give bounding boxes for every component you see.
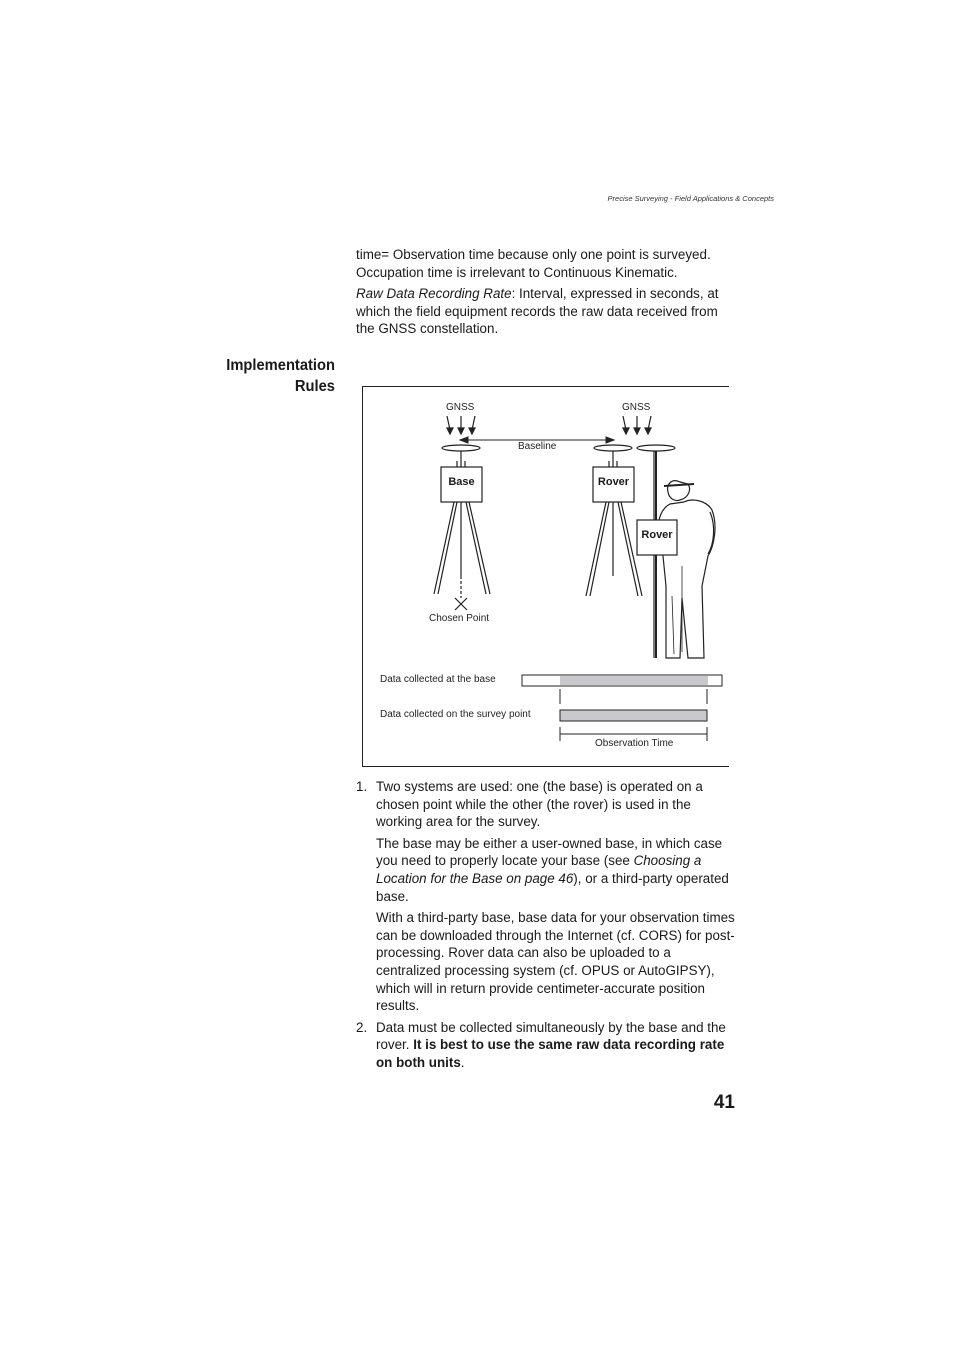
chosen-point-label: Chosen Point: [429, 613, 490, 624]
section-heading-line2: Rules: [294, 378, 335, 395]
intro-paragraph-recording-rate: [356, 285, 736, 338]
data-survey-label: Data collected on the survey point: [380, 709, 531, 720]
step-2-paragraph-1: [376, 1019, 736, 1072]
step-number: 1.: [356, 779, 368, 794]
data-bars: [522, 675, 722, 741]
step-2-p1-start: Data must be collected simultaneously by the base and the rover.: [376, 1019, 726, 1053]
step-1-paragraph-1: Two systems are used: one (the base) is operated on a chosen point while the other (the rover) is used in the working area for the survey.: [376, 779, 703, 830]
rover-tripod-box-label: Rover: [597, 476, 630, 488]
survey-setup-figure: [362, 386, 729, 767]
rover-pole-and-surveyor-drawing: [637, 445, 715, 658]
step-1-p2-start: The base may be either a user-owned base, in which case you need to properly locate your base (see: [376, 835, 723, 869]
rover-pole-box-label: Rover: [641, 529, 673, 541]
gnss-signal-arrows-right: [623, 416, 651, 434]
gnss-signal-arrows-left: [447, 416, 475, 434]
base-box-label: Base: [448, 476, 475, 488]
base-receiver-drawing: [434, 445, 490, 610]
implementation-steps: [356, 778, 736, 1076]
step-2-emphasis: It is best to use the same raw data recording rate on both units: [376, 1037, 725, 1070]
step-item-1: [356, 778, 736, 1015]
section-heading: [211, 355, 335, 397]
base-data-overlap-fill: [560, 676, 708, 685]
data-base-label: Data collected at the base: [380, 674, 496, 685]
gnss-label-left: GNSS: [446, 402, 475, 413]
gnss-label-right: GNSS: [622, 402, 651, 413]
baseline-label: Baseline: [518, 441, 557, 452]
term-raw-data-recording-rate: Raw Data Recording Rate: [356, 286, 512, 302]
recording-rate-definition: : Interval, expressed in seconds, at which the field equipment records the raw data received from the GNSS constellation.: [356, 286, 719, 337]
step-1-p2-end: ), or a third-party operated base.: [376, 870, 729, 904]
step-1-paragraph-3: With a third-party base, base data for your observation times can be downloaded through the Internet (cf. CORS) for post-processing. Rover data can also be uploaded to a centralized processing system (cf. OPUS or AutoGIPSY), which will in return provide centimeter-accurate position results.: [376, 910, 735, 1014]
step-number: 2.: [356, 1019, 368, 1035]
page-number: 41: [713, 1092, 735, 1113]
cross-reference-choosing-location: Choosing a Location for the Base on page 46: [376, 853, 702, 886]
step-2-p1-end: .: [460, 1054, 465, 1070]
section-heading-line1: Implementation: [226, 357, 335, 374]
intro-text: [356, 246, 736, 342]
rover-tripod-drawing: [586, 445, 642, 596]
running-header: Precise Surveying - Field Applications & Concepts: [607, 194, 774, 203]
observation-time-label: Observation Time: [595, 738, 674, 749]
intro-paragraph-observation-time: time= Observation time because only one point is surveyed. Occupation time is irrelevant to Continuous Kinematic.: [356, 247, 711, 280]
survey-data-bar: [560, 710, 707, 721]
step-1-paragraph-2: [376, 835, 736, 905]
step-item-2: [356, 1019, 736, 1072]
